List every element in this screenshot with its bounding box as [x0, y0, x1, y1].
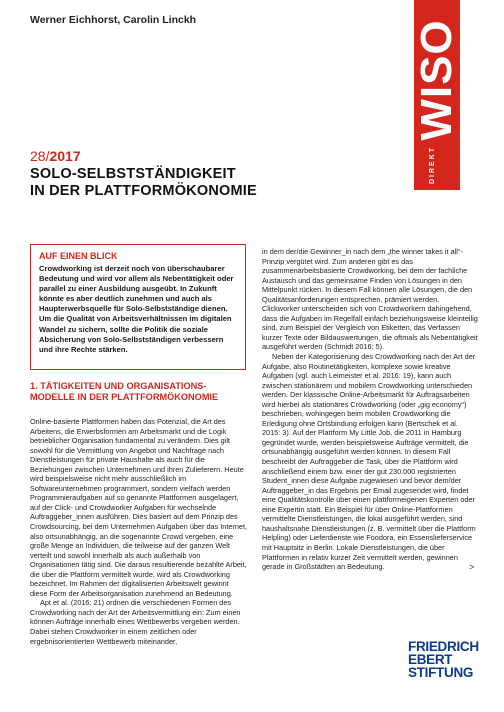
issue-num: 28/: [30, 148, 50, 164]
logo-line-1: FRIEDRICH: [408, 639, 479, 654]
summary-box: [30, 244, 246, 370]
left-paragraph-1: Online-basierte Plattformen haben das Potenzial, die Art des Arbeitens, die Erwerbsformen am Arbeitsmarkt und die Logik betrieblicher Organisation fundamental zu verändern. Dies gilt sowohl für die Vermittlung von Angebot und Nachfrage nach Dienstleistungen für private Haushalte als auch für die Beziehungen zwischen Unternehmen und ihren Zulieferern. Heute wird beispielsweise nicht mehr ausschließlich im Softwareunternehmen programmiert, sondern vielfach werden Programmieraufgaben auf so genannte Plattformen ausgelagert, auf der Click- und Crowdworker Aufgaben für wechselnde Auftraggeber_innen ausführen. Dies basiert auf dem Prinzip des Crowdsourcing, bei dem Unternehmen Aufgaben über das Internet, also ortsunabhängig, an die sogenannte Crowd vergeben, eine große Menge an Individuen, die teilweise auf der ganzen Welt verteilt und sowohl innerhalb als auch außerhalb von Organisationen tätig sind. Die daraus resultierende bezahlte Arbeit, die über die Plattform vermittelt wurde, wird als Crowdworking bezeichnet. Im Rahmen der digitalisierten Arbeitswelt gewinnt diese Form der Arbeitsorganisation zunehmend an Bedeutung.: [30, 417, 248, 598]
logo-line-3: STIFTUNG: [408, 665, 474, 680]
summary-heading: AUF EINEN BLICK: [39, 251, 118, 261]
section-heading: 1. TÄTIGKEITEN UND ORGANISATIONS-MODELLE IN DER PLATTFORMÖKONOMIE: [30, 381, 219, 402]
title-line-2: IN DER PLATTFORMÖKONOMIE: [30, 183, 257, 199]
right-paragraph-2: Neben der Kategorisierung des Crowdworking nach der Art der Aufgabe, also Routinetätigkeiten, komplexe sowie kreative Aufgaben (vgl. auch Leimeister et al. 2016: 19), kann auch zwischen stationärem und mobilem Crowdworking unterschieden werden. Der klassische Online-Arbeitsmarkt für Auftragsarbeiten wird hierbei als stationäres Crowdworking (oder „gig economy“) beschrieben, wohingegen beim mobilen Crowdworking die Erledigung ohne Ortsbindung erfolgen kann (Bertschek et al. 2015: 3). Auf der Plattform My Little Job, die 2011 in Hamburg gegründet wurde, werden beispielsweise Aufträge vermittelt, die ortsunabhängig ausgeführt werden können. In diesem Fall beschreibt der Auftraggeber die Task, über die Plattform wird anschließend einem bzw. einer der gut 230.000 registrierten Student_innen diese Aufgabe zugewiesen und bevor dem/der Auftraggeber_in das Ergebnis per Email zugesendet wird, findet eine Qualitätskontrolle über einen plattformeigenen Experten oder eine Expertin statt. Ein Beispiel für über Online-Plattformen vermittelte Dienstleistungen, die lokal ausgeführt werden, sind haushaltsnahe Dienstleistungen (z. B. vermittelt über die Plattform Helpling) oder Lieferdienste wie Foodora, ein Essenslieferservice mit Hauptsitz in Berlin. Lokale Dienstleistungen, die über Plattformen in relativ kurzer Zeit vermittelt werden, gewinnen gerade in Großstädten an Bedeutung.: [262, 352, 476, 572]
right-paragraph-1: in dem der/die Gewinner_in nach dem „the winner takes it all“-Prinzip vergütet wird. Zum anderen gibt es das zusammenarbeitsbasierte Crowdworking, bei dem der fachliche Austausch und das gemeinsame Finden von Lösungen in den Mittelpunkt rücken. In diesem Fall können alle Lösungen, die den Qualitätsanforderungen entsprechen, prämiert werden. Clickworker unterscheiden sich von Crowdworkern dahingehend, dass die Aufgaben im Regelfall einfach beziehungsweise kleinteilig sind, zum Beispiel der Vergleich von Etiketten, das Verfassen kurzer Texte oder Bildauswertungen, die oftmals als Nebentätigkeit ausgeführt werden (Schmidt 2016: 5).: [262, 247, 478, 352]
wiso-logo-text: WISO: [412, 19, 461, 141]
issue-number: [30, 148, 81, 164]
left-column: [30, 417, 248, 646]
left-paragraph-2: Apt et al. (2016: 21) ordnen die verschiedenen Formen des Crowdworking nach der Art der Arbeitsvermittlung ein: Zum einen können Aufträge innerhalb eines Wettbewerbs vergeben werden. Dabei stehen Crowdworker in einem zeitlichen oder ergebnisorientierten Wettbewerb miteinander,: [30, 598, 241, 646]
document-title: [30, 166, 257, 200]
summary-text: Crowdworking ist derzeit noch von überschaubarer Bedeutung und wird vor allem als Nebentätigkeit oder parallel zu einer Ausbildung ausgeübt. In Zukunft könnte es aber deutlich zunehmen und auch als Haupterwerbsquelle für Solo-Selbstständige dienen. Um die Qualität von Arbeitsverhältnissen im digitalen Wandel zu sichern, sollte die Politik die soziale Absicherung von Solo-Selbstständigen verbessern und ihre Rechte stärken.: [39, 264, 234, 354]
logo-line-2: EBERT: [408, 652, 453, 667]
fes-logo: [408, 640, 488, 679]
right-column: [262, 247, 478, 572]
direkt-label: DIREKT: [429, 145, 436, 185]
title-line-1: SOLO-SELBSTSTÄNDIGKEIT: [30, 166, 236, 182]
issue-year: 2017: [49, 148, 81, 164]
authors: Werner Eichhorst, Carolin Linckh: [30, 14, 197, 26]
continue-arrow-icon: >: [469, 562, 475, 572]
